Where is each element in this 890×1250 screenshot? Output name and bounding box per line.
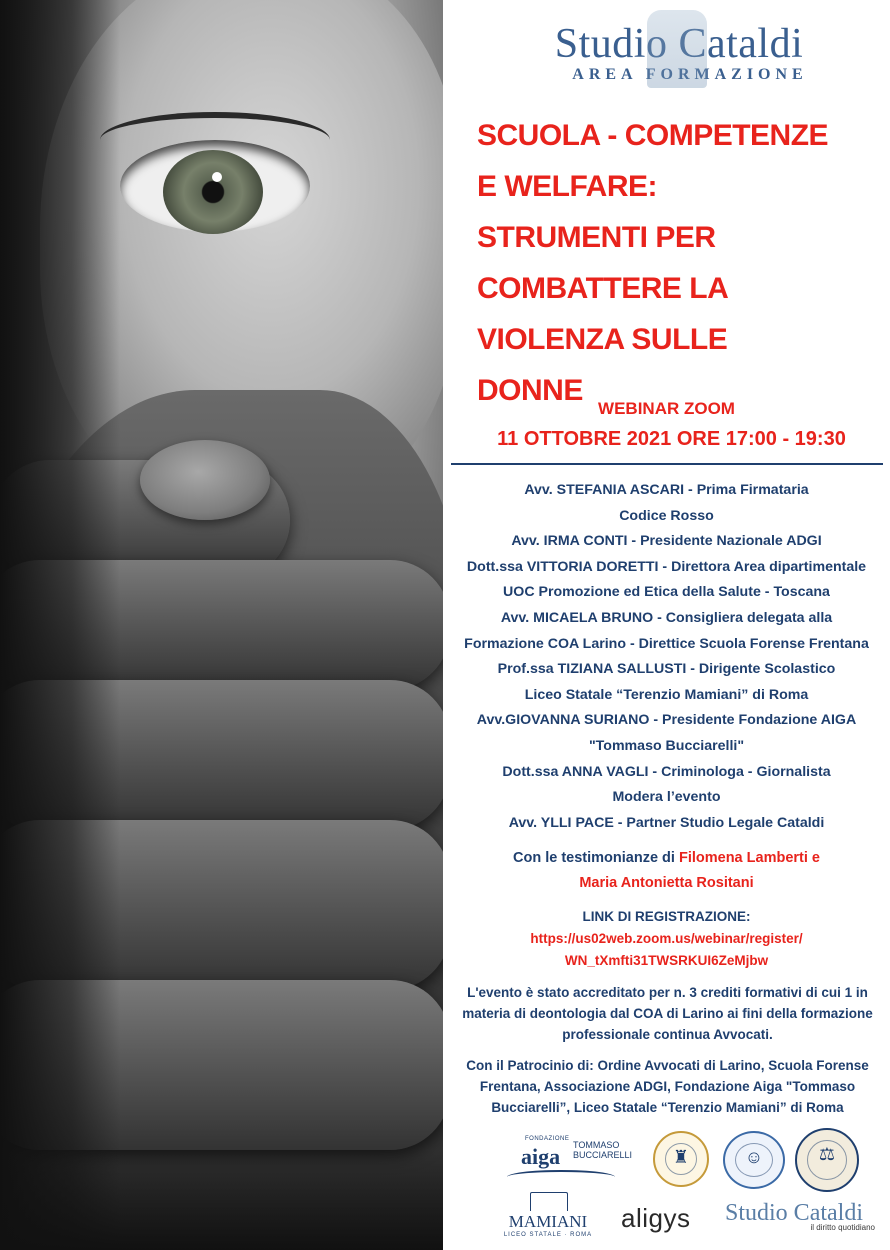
mamiani-name: MAMIANI xyxy=(508,1212,588,1231)
mamiani-subtitle: LICEO STATALE · ROMA xyxy=(503,1232,593,1238)
profile-icon: ☺ xyxy=(744,1147,764,1167)
aiga-logo-sub2: BUCCIARELLI xyxy=(573,1150,633,1160)
figure-icon: ♜ xyxy=(672,1147,690,1167)
title-line: E WELFARE: xyxy=(477,170,657,203)
ordine-avvocati-seal-icon xyxy=(795,1128,859,1192)
speaker-line: Avv. MICAELA BRUNO - Consigliera delegata alla xyxy=(500,609,833,626)
patronage-text: Con il Patrocinio di: Ordine Avvocati di Larino, Scuola Forense Frentana, Associazione ADGI, Fondazione Aiga "Tommaso Bucciarelli”, Liceo Statale “Terenzio Mamiani” di Roma xyxy=(466,1058,869,1115)
event-datetime: 11 OTTOBRE 2021 ORE 17:00 - 19:30 xyxy=(497,428,846,450)
divider xyxy=(451,463,883,465)
testimonial-name: Filomena Lamberti e xyxy=(678,850,820,866)
studio-cataldi-footer-logo xyxy=(725,1200,875,1232)
speaker-list xyxy=(443,478,890,836)
hero-photo xyxy=(0,0,443,1250)
speaker-line: Codice Rosso xyxy=(619,507,714,524)
speaker-line: Dott.ssa VITTORIA DORETTI - Direttora Area dipartimentale xyxy=(466,558,867,575)
footer-brand-name: Studio Cataldi xyxy=(725,1200,863,1226)
brand-subtitle: AREA FORMAZIONE xyxy=(572,66,808,83)
speaker-line: Avv. YLLI PACE - Partner Studio Legale Cataldi xyxy=(508,814,825,831)
footer-brand-tagline: il diritto quotidiano xyxy=(810,1223,875,1232)
testimonials-intro: Con le testimonianze di xyxy=(513,850,679,866)
eye-iris xyxy=(163,150,263,234)
registration-link[interactable]: WN_tXmfti31TWSRKUI6ZeMjbw xyxy=(564,953,769,968)
info-column xyxy=(443,0,890,1250)
studio-cataldi-logo xyxy=(499,20,859,84)
event-title xyxy=(477,110,877,416)
event-format: WEBINAR ZOOM xyxy=(598,399,735,418)
mamiani-logo xyxy=(498,1192,598,1244)
statue-icon xyxy=(647,10,707,88)
registration-label: LINK DI REGISTRAZIONE: xyxy=(582,909,751,924)
speaker-line: Dott.ssa ANNA VAGLI - Criminologa - Giornalista xyxy=(502,763,831,780)
aiga-logo xyxy=(503,1132,633,1188)
title-line: COMBATTERE LA xyxy=(477,272,729,305)
testimonial-name: Maria Antonietta Rositani xyxy=(579,875,754,891)
thumbnail-shape xyxy=(140,440,270,520)
title-line: SCUOLA - COMPETENZE xyxy=(477,119,829,152)
aligys-logo: aligys xyxy=(621,1203,691,1233)
aiga-logo-sub1: TOMMASO xyxy=(573,1140,620,1150)
speaker-line: Prof.ssa TIZIANA SALLUSTI - Dirigente Scolastico xyxy=(497,661,836,678)
speaker-line: Modera l’evento xyxy=(612,789,721,806)
scales-icon: ⚖ xyxy=(818,1144,836,1164)
speaker-line: UOC Promozione ed Etica della Salute - Toscana xyxy=(503,584,830,601)
title-line: STRUMENTI PER xyxy=(477,221,716,254)
title-line: VIOLENZA SULLE xyxy=(477,323,728,356)
speaker-line: Liceo Statale “Terenzio Mamiani” di Roma xyxy=(524,686,809,703)
building-icon xyxy=(530,1192,568,1211)
accreditation-text: L'evento è stato accreditato per n. 3 crediti formativi di cui 1 in materia di deontologia dal COA di Larino ai fini della formazione professionale continua Avvocati. xyxy=(462,985,873,1042)
aiga-logo-name: aiga xyxy=(521,1144,561,1169)
title-line: DONNE xyxy=(477,374,583,407)
brand-name: Studio Cataldi xyxy=(554,21,804,67)
registration-link[interactable]: https://us02web.zoom.us/webinar/register/ xyxy=(530,931,803,946)
photo-shadow xyxy=(0,0,120,1250)
aiga-logo-sub xyxy=(573,1140,632,1160)
book-icon xyxy=(507,1170,615,1184)
speaker-line: Avv.GIOVANNA SURIANO - Presidente Fondazione AIGA xyxy=(476,712,857,729)
speaker-line: "Tommaso Bucciarelli" xyxy=(588,737,745,754)
registration-block xyxy=(443,906,890,972)
adgi-seal-icon xyxy=(723,1131,785,1189)
speaker-line: Avv. IRMA CONTI - Presidente Nazionale ADGI xyxy=(511,533,822,550)
scuola-forense-seal-icon xyxy=(653,1131,709,1187)
testimonials xyxy=(443,846,890,896)
aiga-logo-small: FONDAZIONE xyxy=(525,1136,570,1142)
speaker-line: Formazione COA Larino - Direttice Scuola Forense Frentana xyxy=(464,635,869,652)
photo-shadow xyxy=(0,1150,443,1250)
speaker-line: Avv. STEFANIA ASCARI - Prima Firmataria xyxy=(524,482,809,498)
eye-glint xyxy=(212,172,222,182)
